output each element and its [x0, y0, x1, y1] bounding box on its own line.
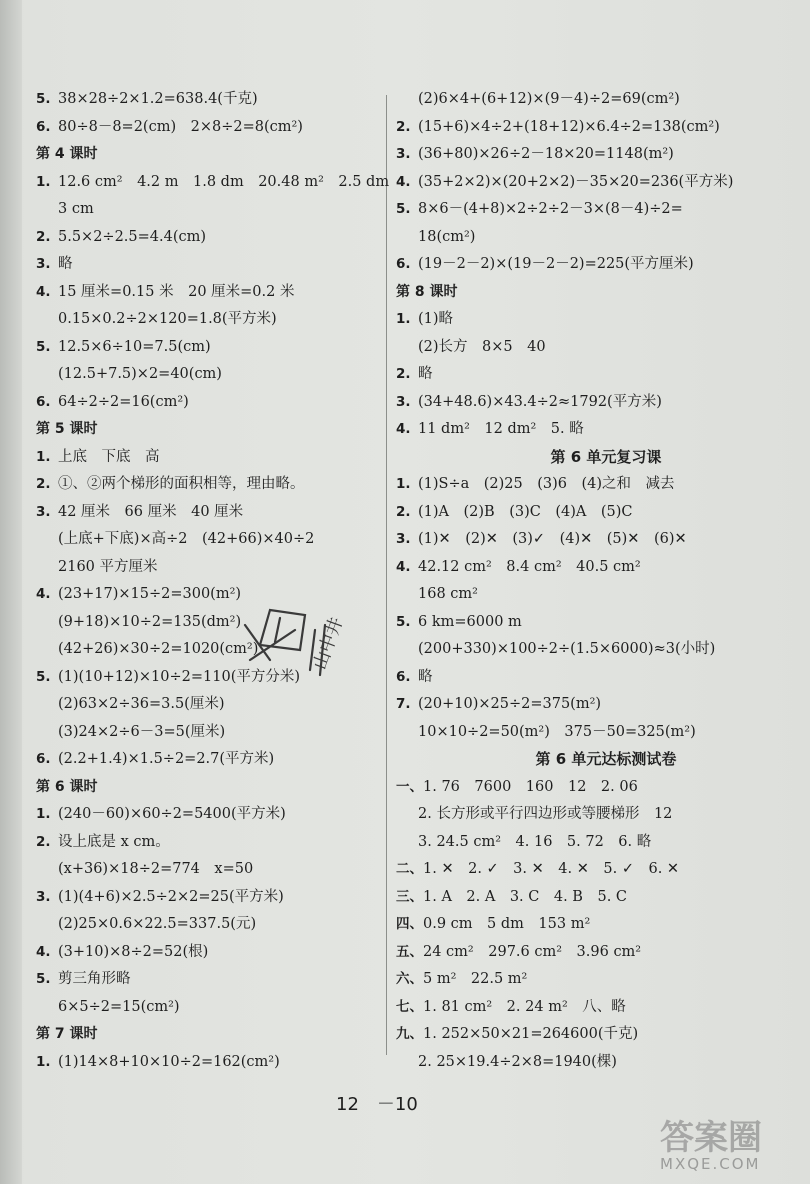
- answer-line: [396, 471, 796, 499]
- answer-text: 12.5×6÷10=7.5(cm): [58, 338, 211, 355]
- answer-text: 略: [418, 366, 433, 382]
- answer-text: 5 m² 22.5 m²: [423, 971, 528, 987]
- answer-text: (2.2+1.4)×1.5÷2=2.7(平方米): [58, 751, 275, 767]
- answer-line: [396, 774, 796, 802]
- answer-line: [396, 1021, 796, 1049]
- answer-text: (34+48.6)×43.4÷2≈1792(平方米): [418, 393, 662, 410]
- answer-line: [396, 554, 796, 582]
- answer-line: [36, 334, 381, 362]
- answer-text: (1)14×8+10×10÷2=162(cm²): [58, 1053, 280, 1070]
- answer-text: (1)✕ (2)✕ (3)✓ (4)✕ (5)✕ (6)✕: [418, 531, 687, 547]
- item-number: 4.: [36, 283, 51, 300]
- answer-line: [396, 196, 796, 224]
- unit-heading: 第 6 单元复习课: [550, 447, 662, 466]
- item-number: 3.: [36, 888, 51, 905]
- item-number: 1.: [36, 1053, 51, 1070]
- item-number: 1.: [36, 448, 51, 465]
- item-number: 7.: [396, 696, 411, 712]
- item-number: 2.: [396, 503, 411, 520]
- answer-line: [36, 279, 381, 307]
- item-number: 2.: [36, 228, 51, 245]
- section-title: [36, 141, 381, 169]
- answer-continuation: [36, 526, 381, 554]
- answer-line: [396, 361, 796, 389]
- answer-line: [396, 664, 796, 692]
- answer-text: (200+330)×100÷2÷(1.5×6000)≈3(小时): [418, 641, 716, 657]
- answer-text: (3+10)×8÷2=52(根): [58, 943, 209, 960]
- answer-continuation: [36, 361, 381, 389]
- item-number: 五、: [396, 943, 423, 960]
- answer-continuation: [396, 581, 796, 609]
- answer-text: (1)(10+12)×10÷2=110(平方分米): [58, 668, 301, 685]
- answer-text: 2. 长方形或平行四边形或等腰梯形 12: [418, 806, 673, 822]
- watermark-title: 答案圈: [660, 1118, 762, 1158]
- answer-line: [36, 801, 381, 829]
- item-number: 3.: [36, 503, 51, 520]
- item-number: 3.: [396, 393, 411, 410]
- answer-line: [396, 169, 796, 197]
- watermark-logo: [660, 1110, 810, 1180]
- item-number: 4.: [396, 558, 411, 575]
- answer-line: [36, 389, 381, 417]
- item-number: 6.: [36, 118, 51, 135]
- handwritten-sketch: [240, 590, 380, 700]
- item-number: 七、: [396, 998, 423, 1015]
- answer-text: 略: [418, 668, 433, 685]
- answer-text: 0.9 cm 5 dm 153 m²: [423, 916, 591, 932]
- item-number: 5.: [36, 91, 51, 107]
- answer-text: (240－60)×60÷2=5400(平方米): [58, 806, 286, 822]
- answer-text: 2. 25×19.4÷2×8=1940(棵): [418, 1053, 617, 1070]
- item-number: 2.: [396, 366, 411, 382]
- item-number: 6.: [396, 256, 411, 272]
- answer-line: [36, 114, 381, 142]
- answer-text: (15+6)×4÷2+(18+12)×6.4÷2=138(cm²): [418, 118, 720, 135]
- answer-line: [36, 444, 381, 472]
- answer-text: (2)63×2÷36=3.5(厘米): [58, 696, 225, 712]
- answer-continuation: [36, 196, 381, 224]
- answer-text: (x+36)×18÷2=774 x=50: [58, 861, 254, 877]
- column-divider: [386, 95, 387, 1055]
- answer-line: [36, 884, 381, 912]
- book-spine-shadow: [0, 0, 22, 1184]
- answer-text: (1)(4+6)×2.5÷2×2=25(平方米): [58, 888, 284, 905]
- answer-text: 8×6－(4+8)×2÷2÷2－3×(8－4)÷2=: [418, 201, 683, 217]
- answer-line: [396, 691, 796, 719]
- answer-continuation: [36, 994, 381, 1022]
- answer-text: 42 厘米 66 厘米 40 厘米: [58, 503, 244, 520]
- answer-line: [36, 939, 381, 967]
- answer-text: 剪三角形略: [58, 971, 131, 987]
- answer-line: [396, 416, 796, 444]
- answer-line: [396, 884, 796, 912]
- answer-continuation: [36, 719, 381, 747]
- section-title-text: 第 7 课时: [36, 1026, 98, 1042]
- answer-text: 1. 252×50×21=264600(千克): [423, 1026, 639, 1042]
- answer-text: (1)S÷a (2)25 (3)6 (4)之和 减去: [418, 476, 675, 492]
- answer-continuation: [396, 829, 796, 857]
- answer-text: 80÷8－8=2(cm) 2×8÷2=8(cm²): [58, 118, 303, 135]
- answer-text: 2160 平方厘米: [58, 558, 158, 575]
- answer-continuation: [396, 86, 796, 114]
- item-number: 二、: [396, 861, 423, 877]
- answer-line: [396, 306, 796, 334]
- answer-text: 3 cm: [58, 201, 94, 217]
- answer-text: 1. 81 cm² 2. 24 m² 八、略: [423, 998, 626, 1015]
- answer-line: [396, 966, 796, 994]
- item-number: 4.: [396, 173, 411, 190]
- answer-text: 18(cm²): [418, 228, 476, 245]
- item-number: 1.: [396, 476, 411, 492]
- answer-line: [396, 251, 796, 279]
- section-title-text: 第 4 课时: [36, 146, 98, 162]
- answer-line: [396, 939, 796, 967]
- answer-text: (2)25×0.6×22.5=337.5(元): [58, 916, 257, 932]
- answer-continuation: [36, 306, 381, 334]
- page-number: 12 －10: [336, 1094, 418, 1115]
- unit-heading: 第 6 单元达标测试卷: [535, 750, 677, 768]
- answer-text: 12.6 cm² 4.2 m 1.8 dm 20.48 m² 2.5 dm: [58, 173, 390, 190]
- answer-line: [396, 911, 796, 939]
- answer-line: [36, 224, 381, 252]
- item-number: 三、: [396, 888, 423, 905]
- item-number: 一、: [396, 778, 423, 795]
- answer-text: 64÷2÷2=16(cm²): [58, 393, 189, 410]
- item-number: 6.: [396, 668, 411, 685]
- section-title-text: 第 5 课时: [36, 421, 98, 437]
- answer-line: [396, 141, 796, 169]
- answer-continuation: [396, 1049, 796, 1077]
- answer-text: 上底 下底 高: [58, 448, 160, 465]
- section-title: [36, 1021, 381, 1049]
- answer-text: 6 km=6000 m: [418, 613, 522, 630]
- answer-line: [396, 499, 796, 527]
- answer-line: [36, 169, 390, 197]
- answer-line: [36, 966, 381, 994]
- answer-text: 1. A 2. A 3. C 4. B 5. C: [423, 888, 628, 905]
- answer-line: [396, 526, 796, 554]
- answer-continuation: [36, 554, 381, 582]
- answer-text: (2)长方 8×5 40: [418, 338, 546, 355]
- answer-text: (35+2×2)×(20+2×2)－35×20=236(平方米): [418, 173, 734, 190]
- answer-text: 38×28÷2×1.2=638.4(千克): [58, 91, 258, 107]
- answer-continuation: [36, 856, 381, 884]
- item-number: 2.: [36, 833, 51, 850]
- answer-text: (2)6×4+(6+12)×(9－4)÷2=69(cm²): [418, 91, 680, 107]
- answer-line: [36, 471, 381, 499]
- item-number: 6.: [36, 751, 51, 767]
- answer-text: 24 cm² 297.6 cm² 3.96 cm²: [423, 943, 642, 960]
- item-number: 6.: [36, 393, 51, 410]
- item-number: 六、: [396, 971, 423, 987]
- answer-text: 5.5×2÷2.5=4.4(cm): [58, 228, 207, 245]
- answer-text: (3)24×2÷6－3=5(厘米): [58, 723, 226, 740]
- answer-line: [396, 609, 796, 637]
- item-number: 3.: [396, 146, 411, 162]
- answer-text: 3. 24.5 cm² 4. 16 5. 72 6. 略: [418, 833, 652, 850]
- answer-text: 0.15×0.2÷2×120=1.8(平方米): [58, 311, 277, 327]
- item-number: 5.: [396, 201, 411, 217]
- answer-line: [36, 251, 381, 279]
- item-number: 4.: [36, 586, 51, 602]
- section-title-text: 第 8 课时: [396, 283, 458, 300]
- answer-line: [36, 499, 381, 527]
- answer-continuation: [396, 801, 796, 829]
- answer-line: [36, 746, 381, 774]
- item-number: 3.: [396, 531, 411, 547]
- item-number: 1.: [36, 806, 51, 822]
- answer-text: 1. ✕ 2. ✓ 3. ✕ 4. ✕ 5. ✓ 6. ✕: [423, 861, 680, 877]
- left-column: [36, 86, 390, 1076]
- answer-text: 10×10÷2=50(m²) 375－50=325(m²): [418, 723, 696, 740]
- item-number: 3.: [36, 256, 51, 272]
- right-column: [396, 86, 796, 1076]
- section-title: [396, 279, 796, 307]
- answer-text: (1)A (2)B (3)C (4)A (5)C: [418, 503, 633, 520]
- answer-text: ①、②两个梯形的面积相等，理由略。: [58, 476, 305, 492]
- answer-text: 1. 76 7600 160 12 2. 06: [423, 778, 638, 795]
- answer-text: 设上底是 x cm。: [58, 833, 170, 850]
- section-title: [36, 774, 381, 802]
- answer-line: [36, 829, 381, 857]
- answer-continuation: [396, 334, 796, 362]
- item-number: 5.: [396, 613, 411, 630]
- item-number: 九、: [396, 1026, 423, 1042]
- answer-line: [36, 86, 381, 114]
- answer-text: (20+10)×25÷2=375(m²): [418, 696, 602, 712]
- item-number: 1.: [36, 173, 51, 190]
- answer-line: [36, 1049, 381, 1077]
- item-number: 2.: [36, 476, 51, 492]
- answer-text: 略: [58, 256, 73, 272]
- answer-continuation: [396, 224, 796, 252]
- item-number: 四、: [396, 916, 423, 932]
- answer-text: (12.5+7.5)×2=40(cm): [58, 366, 222, 382]
- answer-text: (23+17)×15÷2=300(m²): [58, 586, 242, 602]
- item-number: 1.: [396, 311, 411, 327]
- item-number: 5.: [36, 971, 51, 987]
- answer-text: (9+18)×10÷2=135(dm²): [58, 613, 242, 630]
- answer-text: 15 厘米=0.15 米 20 厘米=0.2 米: [58, 283, 295, 300]
- item-number: 4.: [396, 421, 411, 437]
- answer-continuation: [36, 911, 381, 939]
- answer-text: (上底+下底)×高÷2 (42+66)×40÷2: [58, 531, 315, 547]
- item-number: 5.: [36, 668, 51, 685]
- answer-text: (36+80)×26÷2－18×20=1148(m²): [418, 146, 674, 162]
- answer-line: [396, 114, 796, 142]
- answer-text: (1)略: [418, 311, 454, 327]
- item-number: 4.: [36, 943, 51, 960]
- watermark-url: MXQE.COM: [660, 1155, 761, 1173]
- answer-line: [396, 856, 796, 884]
- item-number: 2.: [396, 118, 411, 135]
- answer-text: 42.12 cm² 8.4 cm² 40.5 cm²: [418, 558, 641, 575]
- section-title-text: 第 6 课时: [36, 778, 98, 795]
- item-number: 5.: [36, 338, 51, 355]
- handwritten-note: 山中井: [309, 614, 348, 673]
- answer-text: 11 dm² 12 dm² 5. 略: [418, 421, 584, 437]
- answer-text: (19－2－2)×(19－2－2)=225(平方厘米): [418, 256, 694, 272]
- answer-text: 168 cm²: [418, 586, 478, 602]
- answer-line: [396, 994, 796, 1022]
- answer-text: (42+26)×30÷2=1020(cm²): [58, 641, 259, 657]
- section-title: [36, 416, 381, 444]
- answer-continuation: [396, 636, 796, 664]
- answer-line: [396, 389, 796, 417]
- answer-continuation: [396, 719, 796, 747]
- answer-text: 6×5÷2=15(cm²): [58, 998, 180, 1015]
